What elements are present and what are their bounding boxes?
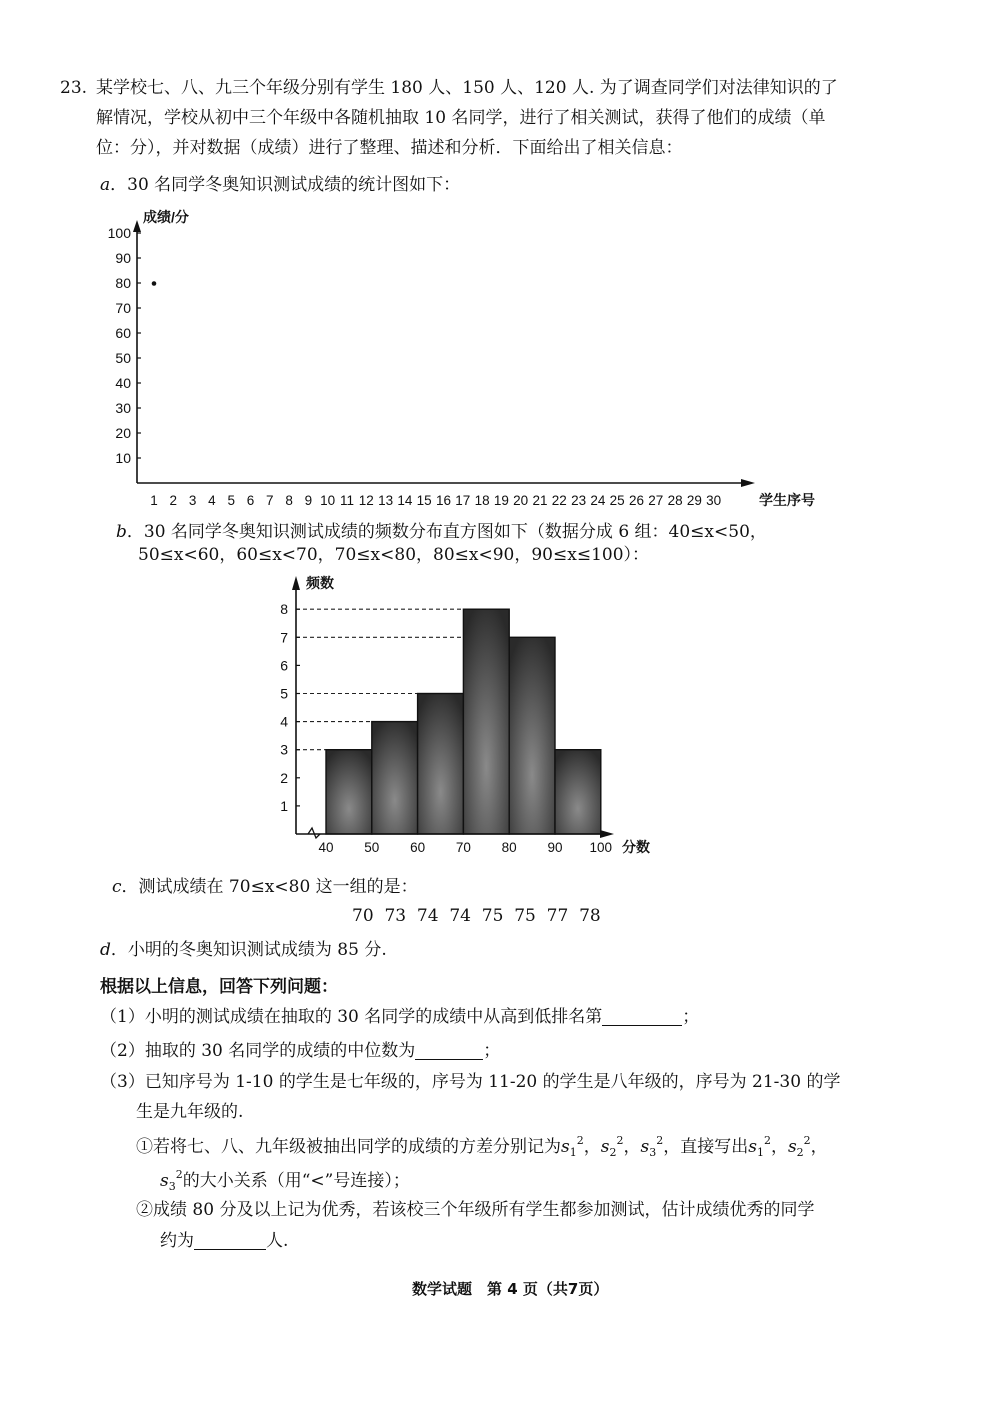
y-tick-label: 50 xyxy=(115,350,131,366)
x-tick-label: 7 xyxy=(266,493,274,508)
s2-exp: 2 xyxy=(616,1134,624,1147)
info-b-text-1: ．30 名同学冬奥知识测试成绩的频数分布直方图如下（数据分成 6 组：40≤x<50， xyxy=(126,522,767,542)
y-tick-label: 6 xyxy=(280,657,288,674)
info-c xyxy=(112,876,418,898)
q1-post: ； xyxy=(682,1007,700,1027)
s3-sub: 3 xyxy=(649,1146,657,1159)
s3b-exp: 2 xyxy=(175,1168,183,1181)
x-tick-label: 8 xyxy=(285,493,293,508)
x-tick-label: 2 xyxy=(169,493,178,508)
x-tick-label: 18 xyxy=(474,493,490,508)
x-tick-label: 24 xyxy=(590,493,606,508)
q3-part1-mid: ，直接写出 xyxy=(663,1137,749,1157)
info-c-text: ．测试成绩在 70≤x<80 这一组的是： xyxy=(121,877,418,897)
x-tick-label: 29 xyxy=(686,493,702,508)
page-footer: 数学试题 第 4 页（共7页） xyxy=(412,1280,609,1298)
q3-part1-text: ①若将七、八、九年级被抽出同学的成绩的方差分别记为 xyxy=(136,1137,561,1157)
x-tick-label: 70 xyxy=(455,840,471,855)
histogram-plot-area xyxy=(280,575,650,855)
scatter-plot-area xyxy=(108,209,815,508)
stem-line-3: 位：分），并对数据（成绩）进行了整理、描述和分析．下面给出了相关信息： xyxy=(96,138,683,158)
x-tick-label: 17 xyxy=(455,493,471,508)
y-axis-title: 频数 xyxy=(306,575,334,591)
data-point xyxy=(152,281,157,286)
x-tick-label: 20 xyxy=(513,493,529,508)
info-d-label: d xyxy=(100,940,111,960)
x-tick-label: 90 xyxy=(547,840,563,855)
stem-line-1: 某学校七、八、九三个年级分别有学生 180 人、150 人、120 人. 为了调查同学们对法律知识的了 xyxy=(96,78,838,98)
y-tick-label: 60 xyxy=(115,325,131,341)
y-tick-label: 100 xyxy=(107,225,131,241)
y-tick-label: 4 xyxy=(280,713,288,730)
q3-part1-line-1 xyxy=(136,1130,828,1164)
histogram-bar xyxy=(326,750,372,834)
s2b-exp: 2 xyxy=(803,1134,811,1147)
s1b-exp: 2 xyxy=(763,1134,771,1147)
x-tick-label: 16 xyxy=(435,493,452,508)
sep-2: ， xyxy=(623,1137,641,1157)
x-tick-label: 5 xyxy=(227,493,235,508)
y-tick-label: 90 xyxy=(115,250,131,266)
info-b-line-2: 50≤x<60，60≤x<70，70≤x<80，80≤x<90，90≤x≤100）： xyxy=(138,545,650,565)
x-tick-label: 6 xyxy=(246,493,255,508)
info-b-label: b xyxy=(116,522,127,542)
y-tick-label: 8 xyxy=(280,601,288,618)
x-tick-label: 21 xyxy=(532,493,548,508)
info-b-line-1 xyxy=(116,521,767,543)
x-tick-label: 12 xyxy=(358,493,374,508)
q3-part2-answer-blank[interactable] xyxy=(194,1231,266,1250)
x-axis-title: 学生序号 xyxy=(759,492,815,508)
x-tick-label: 11 xyxy=(339,493,355,508)
y-axis-arrow xyxy=(292,576,300,590)
x-tick-label: 100 xyxy=(589,840,613,855)
q3-line-2: 生是九年级的. xyxy=(136,1102,244,1122)
q3-line-1: （3）已知序号为 1-10 的学生是七年级的，序号为 11-20 的学生是八年级的，序号为 21-30 的学 xyxy=(100,1072,841,1092)
x-axis-title: 分数 xyxy=(622,839,650,855)
info-a-label: a xyxy=(100,175,111,195)
q3-part1-line-2 xyxy=(160,1164,410,1198)
y-tick-label: 5 xyxy=(280,685,288,702)
x-tick-label: 30 xyxy=(706,493,722,508)
s3-exp: 2 xyxy=(656,1134,664,1147)
s1b-symbol: s xyxy=(748,1137,757,1157)
s3-symbol: s xyxy=(640,1137,650,1157)
question-number: 23. xyxy=(60,78,88,98)
x-tick-label: 23 xyxy=(571,493,587,508)
s2-symbol: s xyxy=(600,1137,610,1157)
y-tick-label: 3 xyxy=(280,741,288,758)
info-c-label: c xyxy=(112,877,122,897)
x-tick-label: 15 xyxy=(416,493,432,508)
x-tick-label: 26 xyxy=(628,493,645,508)
info-a xyxy=(100,174,460,196)
q2-text: （2）抽取的 30 名同学的成绩的中位数为 xyxy=(100,1041,416,1061)
info-d xyxy=(100,939,387,961)
x-tick-label: 22 xyxy=(551,493,567,508)
scatter-chart xyxy=(0,200,992,530)
s1b-sub: 1 xyxy=(756,1146,764,1159)
x-tick-label: 14 xyxy=(397,493,413,508)
info-c-values: 70 73 74 74 75 75 77 78 xyxy=(352,906,601,926)
y-axis-title: 成绩/分 xyxy=(143,209,189,225)
stem-line-2: 解情况，学校从初中三个年级中各随机抽取 10 名同学，进行了相关测试，获得了他们的成绩（单 xyxy=(96,108,826,128)
q2-line xyxy=(100,1040,500,1062)
x-tick-label: 3 xyxy=(188,493,197,508)
histogram-bar xyxy=(555,750,601,834)
y-axis-arrow xyxy=(133,220,141,232)
x-tick-label: 1 xyxy=(150,493,158,508)
y-tick-label: 1 xyxy=(280,797,288,814)
x-tick-label: 80 xyxy=(501,840,517,855)
y-tick-label: 70 xyxy=(115,300,131,316)
x-tick-label: 9 xyxy=(304,493,313,508)
q3-part2-pre: 约为 xyxy=(160,1231,194,1251)
info-d-text: ．小明的冬奥知识测试成绩为 85 分. xyxy=(110,940,387,960)
q1-line xyxy=(100,1006,699,1028)
y-tick-label: 20 xyxy=(115,425,131,441)
x-tick-label: 50 xyxy=(364,840,380,855)
y-tick-label: 7 xyxy=(280,629,288,646)
s3b-sub: 3 xyxy=(168,1180,176,1193)
sep-1: ， xyxy=(583,1137,601,1157)
q1-answer-blank[interactable] xyxy=(602,1007,682,1026)
sep-4: ， xyxy=(810,1137,828,1157)
x-tick-label: 27 xyxy=(648,493,664,508)
x-tick-label: 13 xyxy=(378,493,394,508)
x-tick-label: 19 xyxy=(493,493,509,508)
axis-break-mark xyxy=(308,828,320,838)
s1-sub: 1 xyxy=(569,1146,577,1159)
x-tick-label: 25 xyxy=(609,493,625,508)
x-tick-label: 40 xyxy=(318,840,334,855)
s3b-symbol: s xyxy=(160,1171,169,1191)
sep-3: ， xyxy=(770,1137,788,1157)
s2b-symbol: s xyxy=(787,1137,797,1157)
q3-part1-post: 的大小关系（用“<”号连接）； xyxy=(182,1171,410,1191)
answer-intro: 根据以上信息，回答下列问题： xyxy=(100,977,338,997)
info-a-text: ．30 名同学冬奥知识测试成绩的统计图如下： xyxy=(110,175,461,195)
q2-post: ； xyxy=(483,1041,501,1061)
q3-part2-line-1: ②成绩 80 分及以上记为优秀，若该校三个年级所有学生都参加测试，估计成绩优秀的同学 xyxy=(136,1200,815,1220)
x-tick-label: 10 xyxy=(320,493,336,508)
x-tick-label: 4 xyxy=(208,493,216,508)
y-tick-label: 80 xyxy=(115,275,131,291)
x-axis-arrow xyxy=(600,830,614,838)
histogram-bar xyxy=(418,694,464,835)
s1-exp: 2 xyxy=(576,1134,584,1147)
q3-part2-line-2 xyxy=(160,1230,288,1252)
q1-text: （1）小明的测试成绩在抽取的 30 名同学的成绩中从高到低排名第 xyxy=(100,1007,603,1027)
y-tick-label: 10 xyxy=(115,450,131,466)
x-tick-label: 28 xyxy=(667,493,683,508)
y-tick-label: 30 xyxy=(115,400,131,416)
y-tick-label: 2 xyxy=(280,769,288,786)
q3-part2-post: 人. xyxy=(266,1231,289,1251)
s1-symbol: s xyxy=(561,1137,570,1157)
y-tick-label: 40 xyxy=(115,375,131,391)
histogram-chart xyxy=(0,570,992,870)
x-axis-arrow xyxy=(741,479,755,487)
s2b-sub: 2 xyxy=(796,1146,804,1159)
histogram-bar xyxy=(372,722,418,834)
histogram-bar xyxy=(463,609,509,834)
q2-answer-blank[interactable] xyxy=(415,1041,483,1060)
histogram-bar xyxy=(509,637,555,834)
s2-sub: 2 xyxy=(609,1146,617,1159)
x-tick-label: 60 xyxy=(410,840,426,855)
